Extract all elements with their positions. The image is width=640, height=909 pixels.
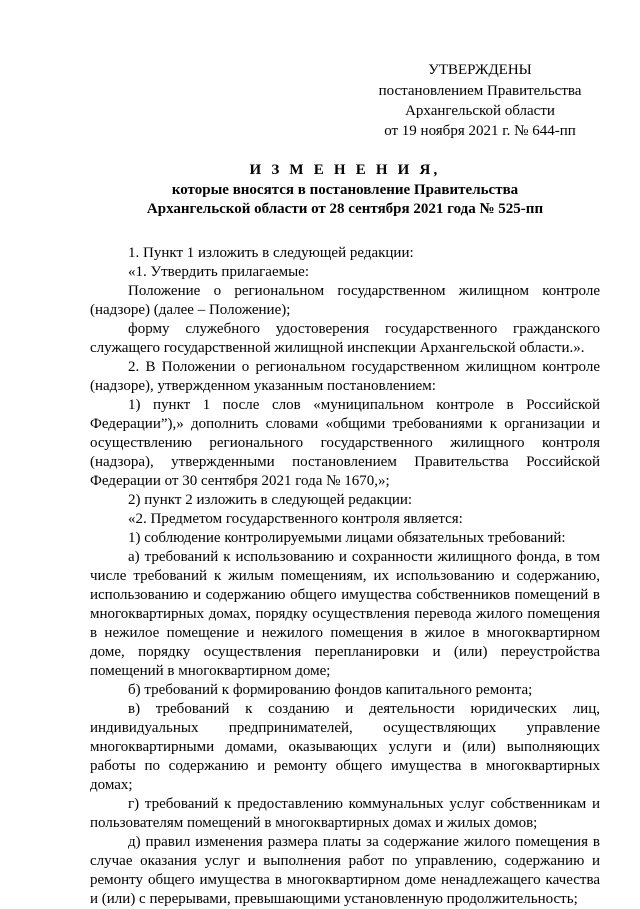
body-paragraph: а) требований к использованию и сохранности жилищного фонда, в том числе требований к жилым помещениям, их использованию и содержанию, использованию и содержанию общего имущества собственников помещений в многоквартирных домах, порядку осуществления перевода жилого помещения в нежилое помещение и нежилого помещения в жилое в многоквартирном доме, порядку осуществления перепланировки и (или) переустройства помещений в многоквартирном доме; <box>90 549 600 679</box>
body-paragraph: 1) соблюдение контролируемыми лицами обязательных требований: <box>128 530 566 546</box>
body-paragraph: 1) пункт 1 после слов «муниципальном контроле в Российской Федерации”),» дополнить словами «общими требованиями к организации и осуществлению регионального государственного жилищного контроля (надзора), утвержденными постановлением Правительства Российской Федерации от 30 сентября 2021 года № 1670,»; <box>90 397 600 489</box>
document-subtitle-line: которые вносятся в постановление Правительства <box>171 182 519 198</box>
body-paragraph: «2. Предметом государственного контроля является: <box>128 511 463 527</box>
body-paragraph: г) требований к предоставлению коммунальных услуг собственникам и пользователям помещений в многоквартирных домах и жилых домов; <box>90 796 600 831</box>
body-paragraph: в) требований к созданию и деятельности юридических лиц, индивидуальных предпринимателей, осуществляющих управление многоквартирными домами, оказывающих услуги и (или) выполняющих работы по содержанию и ремонту общего имущества в многоквартирных домах; <box>90 701 600 793</box>
body-paragraph: Положение о региональном государственном жилищном контроле (надзоре) (далее – Положение); <box>90 283 600 318</box>
approval-heading: УТВЕРЖДЕНЫ <box>428 62 532 78</box>
approval-line: от 19 ноября 2021 г. № 644-пп <box>384 123 576 139</box>
body-paragraph: «1. Утвердить прилагаемые: <box>128 264 309 280</box>
document-subtitle-line: Архангельской области от 28 сентября 2021 года № 525-пп <box>146 201 544 217</box>
document-body <box>90 244 600 909</box>
document-title-main: И З М Е Н Е Н И Я, <box>249 162 441 178</box>
body-paragraph: 2. В Положении о региональном государственном жилищном контроле (надзоре), утвержденном указанным постановлением: <box>90 359 600 394</box>
body-paragraph: б) требований к формированию фондов капитального ремонта; <box>128 682 533 698</box>
approval-stamp <box>360 60 600 141</box>
body-paragraph: форму служебного удостоверения государственного гражданского служащего государственной жилищной инспекции Архангельской области.». <box>90 321 600 356</box>
body-paragraph: д) правил изменения размера платы за содержание жилого помещения в случае оказания услуг и выполнения работ по управлению, содержанию и ремонту общего имущества в многоквартирном доме ненадлежащего качества и (или) с перерывами, превышающими установленную продолжительность; <box>90 834 600 907</box>
body-paragraph: 1. Пункт 1 изложить в следующей редакции: <box>128 245 414 261</box>
approval-line: постановлением Правительства <box>378 83 582 99</box>
document-title <box>90 161 600 219</box>
body-paragraph: 2) пункт 2 изложить в следующей редакции: <box>128 492 413 508</box>
approval-line: Архангельской области <box>405 103 555 119</box>
